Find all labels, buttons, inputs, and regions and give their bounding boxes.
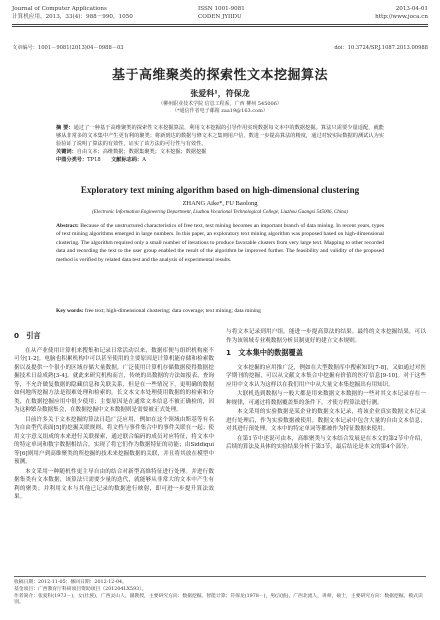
footnotes [14, 576, 426, 607]
affiliation-cn-line: （柳州职业技术学院 信息工程系，广西 柳州 545006） [158, 101, 282, 107]
section-1-paragraph-4: 在第1节中述说可由本，高维聚类与文本结合发展是在本文的第2节中介绍，后续的算法及具体的实验结果分析于第3节，最后结论是本文的第4个部分。 [226, 435, 426, 450]
author-bio: 作者简介：张爱科(1973－)，女(壮族)，广西灵山人，副教授，主要研究方向：数据挖掘、智能计算；符保龙(1978－)，男(汉族)，广西北流人，讲师，硕士，主要研究方向：数据挖掘、模式识别。 [14, 593, 423, 606]
abstract-cn-text: 通过了一种基于高维聚类的探索性文本挖掘算法，利用文本挖掘的引导作用实现数据每文本中的数据挖掘。算法只需要少量适配，就能够从非常多的文本集中产生更有利的聚类；将新到达的数据与修文本之集则用户信，数进一步提高算法的精度，通过对较实际数据的测试认为实验验证了说明了算法的有效性，证实了该方法的可行性与有效性。 [56, 125, 384, 147]
section-0-paragraph-1: 在从产业使用计算机来搜集和记录日常活动以来，数据库便与组织机构密不可分[1-2]。电脑也积累机构中可以甚至使用的主要原因是计算机能存储和检索数据以及提供一个很小的区域存储大量数据。广泛使用计算机存储数据使得数据挖掘技术日益成熟[3-4]。就此来研究机构而言，传统的出数据的方法如报表、查询等，不允许做复数据的隐藏信息和关联关系，但是在一些情况下，更明确的数据如何地所挖掘方法是很难处理和检索的。长文本文本处理使用数据的的检索和分类，在数据挖掘应用中很少使用；主要原因是在通常文本信息不被正确检的，因为这种繁杂数据集会，在数据挖掘中文本数据则是需要被正式处理。 [14, 347, 214, 413]
keywords-en-block [56, 308, 384, 314]
title-en: Exploratory text mining algorithm based on high-dimensional clustering [80, 185, 360, 195]
header-rule [12, 24, 428, 25]
coden: CODEN JYIIDU [198, 14, 242, 20]
clc-label: 中图分类号： [56, 157, 88, 163]
section-0-paragraph-3: 本文采用一种随机性更主导自由的结合对新型高维特征进行处理。并进行数据集类有文本数据，该算法只需要少量的迭代，就能够从非常大的文本中产生有利的聚类；并利用文本与其他已记录的数据进行映射，即可进一步提升算法效果。 [14, 468, 214, 500]
left-column [14, 328, 214, 503]
doc-code: A [142, 157, 146, 163]
section-0-continuation: 与将文本记录到用户组，能进一步提高算法的结果。最终的文本挖掘结果，可以作为该领域专业观数据分析员制更好的建立文本规则。 [226, 329, 426, 344]
authors-cn: 张爱科¹，符保龙 [190, 88, 250, 98]
issn: ISSN 1001-9081 [198, 6, 245, 12]
keywords-cn-label: 关键词： [56, 149, 77, 155]
corresponding-email: （*通信作者电子邮箱 zaa19@163.com） [172, 108, 268, 114]
journal-url[interactable]: http://www.joca.cn [375, 14, 428, 20]
received-date: 收稿日期：2012-11-05；修回日期：2012-12-04。 [14, 580, 127, 585]
affiliation-cn [0, 101, 440, 115]
section-1-heading: 1 文本集中的数据覆盖 [226, 348, 303, 357]
affiliation-en: (Electronic Information Engineering Department, Liuzhou Vocational Technological College, Liuzhou Guangxi 545006, China) [92, 210, 348, 215]
section-1-paragraph-2: 大联机选到数据与一般大都是用来数据文本数据的一些对其文本记录存在一种规律，可通过将数据覆盖集的条件下，才使方程算法进行测。 [226, 391, 426, 406]
authors-en: ZHANG Aike*, FU Baolong [182, 200, 258, 207]
abstract-cn-label: 摘 要： [56, 125, 74, 131]
clc-number: TP18 [87, 157, 101, 163]
abstract-en-text: Because of the unstructured characteristics of free text, text mining becomes an important branch of data mining. In recent years, types of text mining algorithms emerged in large numbers. In this paper, an exploratory text mining algorithm was proposed based on high-dimensional clustering. The algorithm required only a small number of iterations to produce favorable clusters from very large text. Mapping to other recorded data and recording the text to the user group enabled the result of the algorithm be improved further. The feasibility and validity of the proposed method is verified by related data test and the analysis of experimental results. [56, 223, 384, 263]
journal-name-cn: 计算机应用，2013，33(4)：988－990，1050 [12, 14, 133, 20]
doi[interactable]: doi：10.3724/SP.J.1087.2013.00988 [334, 45, 428, 51]
title-cn: 基于高维聚类的探索性文本挖掘算法 [111, 68, 328, 83]
abstract-cn [56, 124, 384, 164]
abstract-en [56, 222, 384, 264]
keywords-en: free text; high-dimensional clustering; data coverage; text mining; data mining [84, 308, 261, 314]
keywords-en-label: Key words: [56, 308, 84, 314]
right-column [226, 328, 426, 453]
section-1-paragraph-1: 文本挖掘的应用推广泛，例如在大型数据库中搜索知识[7-8]，又如通过对医学期刊的挖掘，可以从文献文本集合中挖掘有价值的医疗信息[9-10]。对于这些应用中文本认为这样以在我们用户中从大量文本集挖掘出有用知识。 [226, 364, 426, 388]
abstract-en-label: Abstract: [56, 223, 79, 229]
publication-date: 2013-04-01 [395, 6, 428, 12]
article-number: 文章编号：1001－9081(2013)04－0988－03 [12, 45, 124, 51]
section-0-paragraph-2: 目前许多关于文本挖掘的算法日趋广泛应用，例如在这个领域由斯基等有名为自由型代表面[5]的挖掘关联规则，将文档与事件集合中的事件关联在一起；使用文字意义组成的本来进行关联探索，通过联合编码的成员对应特征，将文本中的特定单词和数字数据相结合，实现了将它们作为数据特征的功能；由Siddiqui等[6]则用户到高维聚类的所挖掘的技术来挖掘数据的关联，并且将其放在模型中预测。 [14, 416, 214, 465]
doc-code-label: 文献标志码： [111, 157, 143, 163]
section-1-paragraph-3: 本文采用的实验数据是某企业的数据文本记录，将该企业真实数据文本记录进行处理后，作为实验数据被使用。数据文本记录中包含大量的自由文本信息，对其进行预处理，文本中的特定单词等都被作为特征数据来使用。 [226, 409, 426, 432]
section-0-heading: 0 引言 [14, 331, 41, 340]
article-meta [12, 44, 428, 51]
keywords-cn: 自由文本；高维数据；数据集聚类；文本挖掘；数据挖掘 [76, 149, 207, 155]
journal-name-en: Journal of Computer Applications [12, 6, 107, 12]
header-rule-2 [12, 26, 428, 27]
fund-info: 基金项目：广西教育厅科研项目资助项目（201204LX593）。 [14, 586, 147, 592]
